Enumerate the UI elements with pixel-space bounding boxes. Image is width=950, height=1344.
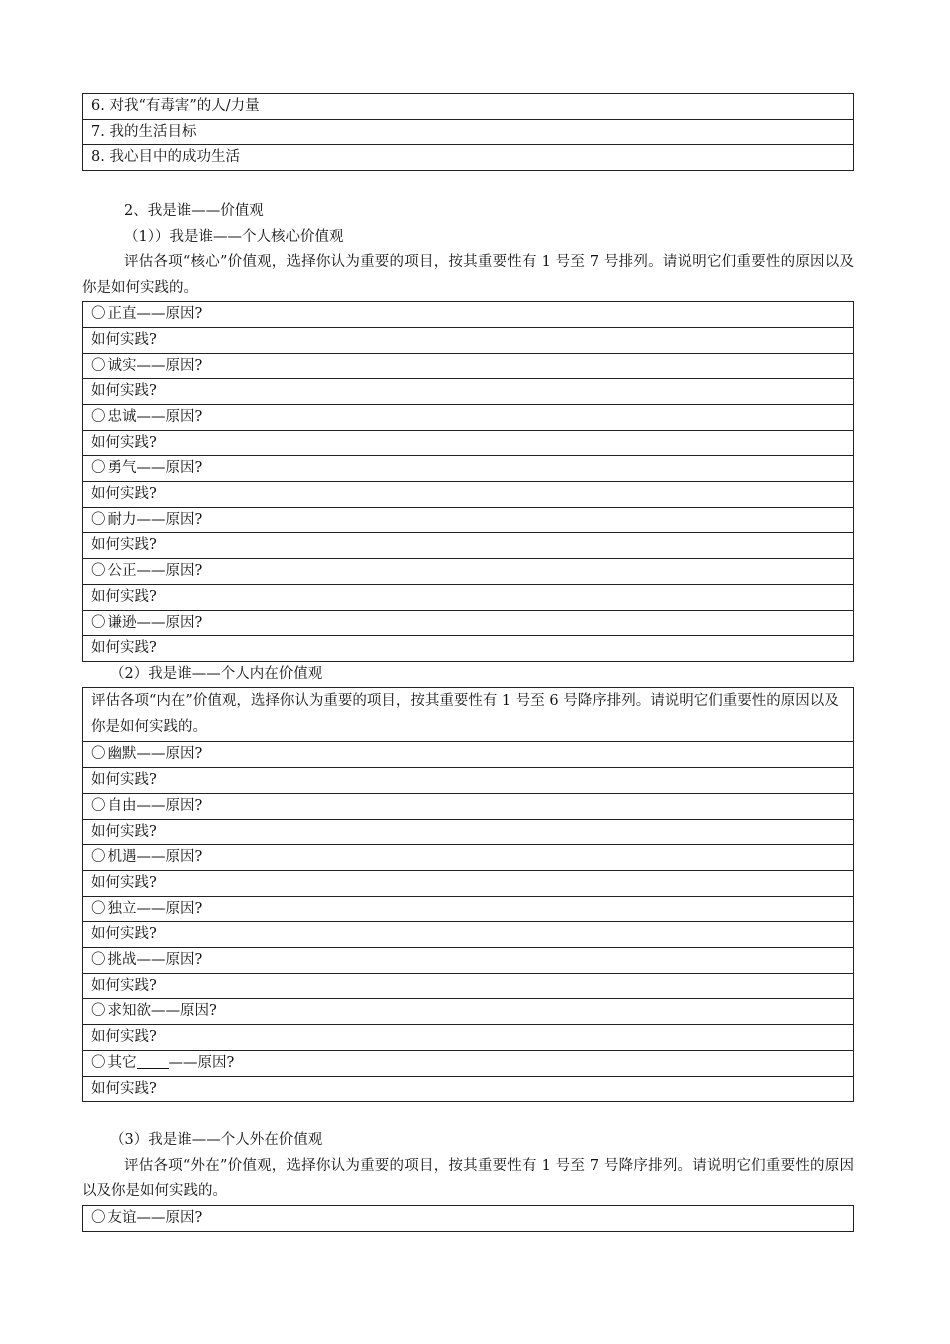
table-row (83, 584, 854, 610)
table-row (83, 302, 854, 328)
table-row (83, 999, 854, 1025)
how-to-practice: 如何实践? (83, 1025, 854, 1051)
outer-values-table (82, 1205, 854, 1232)
table-row (83, 1205, 854, 1231)
value-item-label: 忠诚——原因? (107, 408, 203, 425)
how-to-practice: 如何实践? (83, 327, 854, 353)
circle-checkbox-icon: 〇 (91, 408, 106, 425)
value-item (83, 948, 854, 974)
circle-checkbox-icon: 〇 (91, 511, 106, 528)
section-heading: 2、我是谁——价值观 (124, 203, 264, 220)
value-item (83, 742, 854, 768)
circle-checkbox-icon: 〇 (91, 1209, 106, 1226)
table-cell: 8. 我心目中的成功生活 (83, 145, 854, 171)
circle-checkbox-icon: 〇 (91, 460, 106, 477)
table-row (83, 1025, 854, 1051)
table-row (83, 327, 854, 353)
how-to-practice: 如何实践? (83, 922, 854, 948)
table-row (83, 559, 854, 585)
value-item (83, 302, 854, 328)
value-item-label: 幽默——原因? (107, 746, 203, 763)
document-page (82, 93, 854, 1232)
circle-checkbox-icon: 〇 (91, 849, 106, 866)
circle-checkbox-icon: 〇 (91, 952, 106, 969)
table-row (83, 870, 854, 896)
value-item-label: 求知欲——原因? (107, 1003, 217, 1020)
value-item (83, 896, 854, 922)
table-row (83, 688, 854, 742)
value-item-other (83, 1050, 854, 1076)
how-to-practice: 如何实践? (83, 533, 854, 559)
table-row (83, 533, 854, 559)
circle-checkbox-icon: 〇 (91, 357, 106, 374)
how-to-practice: 如何实践? (83, 379, 854, 405)
value-item-label: 机遇——原因? (107, 849, 203, 866)
value-item-label: 挑战——原因? (107, 952, 203, 969)
table-row (83, 845, 854, 871)
table-row (83, 896, 854, 922)
circle-checkbox-icon: 〇 (91, 563, 106, 580)
how-to-practice: 如何实践? (83, 819, 854, 845)
value-item-label: 自由——原因? (107, 797, 203, 814)
circle-checkbox-icon: 〇 (91, 1003, 106, 1020)
value-item (83, 507, 854, 533)
value-item-label: 耐力——原因? (107, 511, 203, 528)
fill-in-blank[interactable] (137, 1054, 169, 1069)
table-row (83, 922, 854, 948)
table-row (83, 742, 854, 768)
value-item-label: 诚实——原因? (107, 357, 203, 374)
subsection-title-outer: （3）我是谁——个人外在价值观 (110, 1132, 323, 1149)
how-to-practice: 如何实践? (83, 482, 854, 508)
table-row (83, 768, 854, 794)
value-item (83, 610, 854, 636)
table-row (83, 948, 854, 974)
how-to-practice: 如何实践? (83, 973, 854, 999)
value-item (83, 845, 854, 871)
core-values-intro: 评估各项“核心”价值观，选择你认为重要的项目，按其重要性有 1 号至 7 号排列。请说明它们重要性的原因以及你是如何实践的。 (82, 254, 854, 296)
outer-values-intro: 评估各项“外在”价值观，选择你认为重要的项目，按其重要性有 1 号至 7 号降序排列。请说明它们重要性的原因以及你是如何实践的。 (82, 1157, 854, 1200)
how-to-practice: 如何实践? (83, 636, 854, 662)
table-row (83, 793, 854, 819)
table-row (83, 1076, 854, 1102)
table-row (83, 145, 854, 171)
how-to-practice: 如何实践? (83, 870, 854, 896)
value-item-label: 勇气——原因? (107, 460, 203, 477)
other-label: 其它 (107, 1054, 137, 1071)
how-to-practice: 如何实践? (83, 768, 854, 794)
table-row (83, 973, 854, 999)
goals-table (82, 93, 854, 171)
table-row (83, 353, 854, 379)
table-row (83, 819, 854, 845)
value-item-label: 友谊——原因? (107, 1209, 203, 1226)
table-row (83, 430, 854, 456)
table-row (83, 456, 854, 482)
value-item (83, 456, 854, 482)
value-item (83, 999, 854, 1025)
how-to-practice: 如何实践? (83, 430, 854, 456)
circle-checkbox-icon: 〇 (91, 746, 106, 763)
value-item (83, 353, 854, 379)
how-to-practice: 如何实践? (83, 584, 854, 610)
inner-values-table (82, 687, 854, 1102)
circle-checkbox-icon: 〇 (91, 306, 106, 323)
value-item-label: 谦逊——原因? (107, 614, 203, 631)
circle-checkbox-icon: 〇 (91, 797, 106, 814)
inner-values-intro: 评估各项“内在”价值观，选择你认为重要的项目，按其重要性有 1 号至 6 号降序排列。请说明它们重要性的原因以及你是如何实践的。 (83, 688, 854, 742)
circle-checkbox-icon: 〇 (91, 1054, 106, 1071)
value-item-label: 独立——原因? (107, 900, 203, 917)
table-cell: 7. 我的生活目标 (83, 119, 854, 145)
subsection-title-inner: （2）我是谁——个人内在价值观 (110, 665, 323, 682)
value-item (83, 793, 854, 819)
circle-checkbox-icon: 〇 (91, 900, 106, 917)
value-item (83, 1205, 854, 1231)
value-item (83, 404, 854, 430)
table-row (83, 119, 854, 145)
table-row (83, 94, 854, 120)
table-row (83, 379, 854, 405)
circle-checkbox-icon: 〇 (91, 614, 106, 631)
table-row (83, 482, 854, 508)
value-item-label: 公正——原因? (107, 563, 203, 580)
table-row (83, 610, 854, 636)
subsection-title-core: （1））我是谁——个人核心价值观 (124, 228, 344, 245)
table-row (83, 404, 854, 430)
table-row (83, 1050, 854, 1076)
table-row (83, 507, 854, 533)
core-values-table (82, 301, 854, 662)
how-to-practice: 如何实践? (83, 1076, 854, 1102)
table-cell: 6. 对我“有毒害”的人/力量 (83, 94, 854, 120)
table-row (83, 636, 854, 662)
value-item (83, 559, 854, 585)
value-item-label: 正直——原因? (107, 306, 203, 323)
other-suffix: ——原因? (168, 1054, 235, 1071)
